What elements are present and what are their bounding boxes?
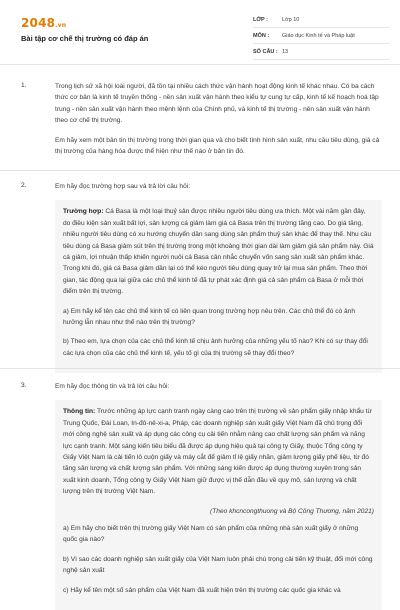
- divider: [0, 170, 400, 171]
- case-text: Trường hợp: Cá Basa là một loại thuỷ sản được nhiều người tiêu dùng ưa thích. Một vài năm gần đây, do điều kiện sản xuất bất lợi, sản lượng cá giảm làm giá cá Basa trên thị trường tăng cao. Do giá tăng, nhiều người tiêu dùng có xu hướng chuyển dần sang dùng sản phẩm thuỷ sản khác để thay thế. Nhu cầu tiêu dùng cá Basa giảm sút trên thị trường trong một khoảng thời gian dài làm giảm giá sản phẩm này. Giá cá giảm, lợi nhuận thấp khiến người nuôi cá Basa cân nhắc chuyển vốn sang sản xuất sản phẩm khác. Trong khi đó, giá cá Basa giảm dần lại có thể kéo người tiêu dùng quay trở lại mua sản phẩm. Theo thời gian, tác động qua lại giữa các chủ thể kinh tế đã tự phát xác định giá cả sản phẩm cá Basa ở mỗi thời điểm trên thị trường.: [63, 208, 374, 296]
- info-row-count: [253, 44, 390, 60]
- sub-question: b) Vì sao các doanh nghiệp sản xuất giấy của Việt Nam luôn phải chú trọng cải tiến kỹ thuật, đổi mới công nghệ sản xuất: [63, 555, 373, 575]
- site-logo[interactable]: 2048.vn: [21, 16, 67, 30]
- info-key: LỚP :: [253, 16, 268, 23]
- page-header: [0, 0, 400, 65]
- info-text: Thông tin: Trước những áp lực cạnh tranh ngày càng cao trên thị trường về sản phẩm giấy nhập khẩu từ Trung Quốc, Đài Loan, In-đô-nê-xi-a, Pháp, các doanh nghiệp sản xuất giấy Việt Nam đã chủ trọng đổi mới công nghệ sản xuất và áp dụng các công cụ cải tiến nhằm nâng cao chất lượng sản phẩm và năng lực cạnh tranh. Một sáng kiến tiêu biểu đã được áp dụng hiệu quả tại công ty Giấy, thuộc Tổng công ty Giấy Việt Nam là cải tiến lô cuộn giấy và máy cắt để giảm tỉ lệ giấy nhăn, giảm lượng giấy phế liệu, từ đó tăng sản lượng và chất lượng sản phẩm. Với những sáng kiến được áp dụng thường xuyên trong sản xuất kinh doanh, Tổng công ty Giấy Việt Nam giữ được vị thế dẫn đầu về quy mô, sản lượng và chất lượng trên thị trường Việt Nam.: [63, 408, 372, 496]
- case-label: Trường hợp:: [63, 208, 104, 216]
- case-box: [55, 200, 382, 373]
- info-value: Giáo dục Kinh tế và Pháp luật: [282, 32, 355, 39]
- sub-question: a) Em hãy kể tên các chủ thể kinh tế có liên quan trong trường hợp nêu trên. Các chủ thể đó có ảnh hưởng lẫn nhau như thế nào trên thị trường?: [63, 307, 356, 327]
- question-body: [55, 381, 382, 610]
- question-paragraph: Em hãy xem một bản tin thị trường trong thời gian qua và cho biết tình hình sản xuất, nhu cầu tiêu dùng, giá cả thị trường của hàng hóa được thể hiện như thế nào ở bản tin đó.: [55, 136, 380, 156]
- question-paragraph: Trong lịch sử xã hội loài người, đã tồn tại nhiều cách thức vận hành hoạt động kinh tế khác nhau. Có ba cách thức cơ bản là kinh tế truyền thống - nền sản xuất vận hành theo kiểu tự cung tự cấp, kinh tế kế hoạch hoá tập trung - nền sản xuất vận hành theo mệnh lệnh của Chính phủ, và kinh tế thị trường - nền sản xuất vận hành theo cơ chế thị trường.: [55, 83, 379, 125]
- question-body: [55, 81, 382, 165]
- question-number: 1.: [21, 82, 27, 89]
- info-key: MÔN :: [253, 32, 270, 39]
- sub-question: a) Em hãy cho biết trên thị trường giấy Việt Nam có sản phẩm của những nhà sản xuất giấy ở những quốc gia nào?: [63, 525, 359, 544]
- sub-question: b) Theo em, lựa chọn của các chủ thể kinh tế chịu ảnh hưởng của những yếu tố nào? Khi có sự thay đổi các lựa chọn của các chủ thể kinh tế, yếu tố gì của thị trường sẽ thay đổi theo?: [63, 338, 368, 357]
- question-intro: Em hãy đọc thông tin và trả lời câu hỏi:: [55, 383, 170, 390]
- question-number: 2.: [21, 182, 27, 189]
- question-intro: Em hãy đọc trường hợp sau và trả lời câu hỏi:: [55, 183, 191, 190]
- sub-question: c) Hãy kể tên một số sản phẩm của Việt Nam đã xuất hiện trên thị trường các quốc gia khác và: [63, 586, 341, 594]
- info-table: [253, 12, 390, 60]
- question-number: 3.: [21, 382, 27, 389]
- question-body: [55, 181, 382, 373]
- source-citation: (Theo khcncongthuong và Bộ Công Thương, năm 2021): [210, 507, 374, 515]
- info-row-subject: [253, 28, 390, 44]
- info-label: Thông tin:: [63, 408, 96, 416]
- page-title: Bài tập cơ chế thị trường có đáp án: [21, 34, 149, 43]
- info-value: 13: [282, 48, 289, 55]
- info-row-class: [253, 12, 390, 28]
- info-key: SỐ CÂU :: [253, 48, 278, 55]
- info-value: Lớp 10: [282, 16, 300, 23]
- info-box: [55, 400, 382, 610]
- divider: [0, 368, 400, 369]
